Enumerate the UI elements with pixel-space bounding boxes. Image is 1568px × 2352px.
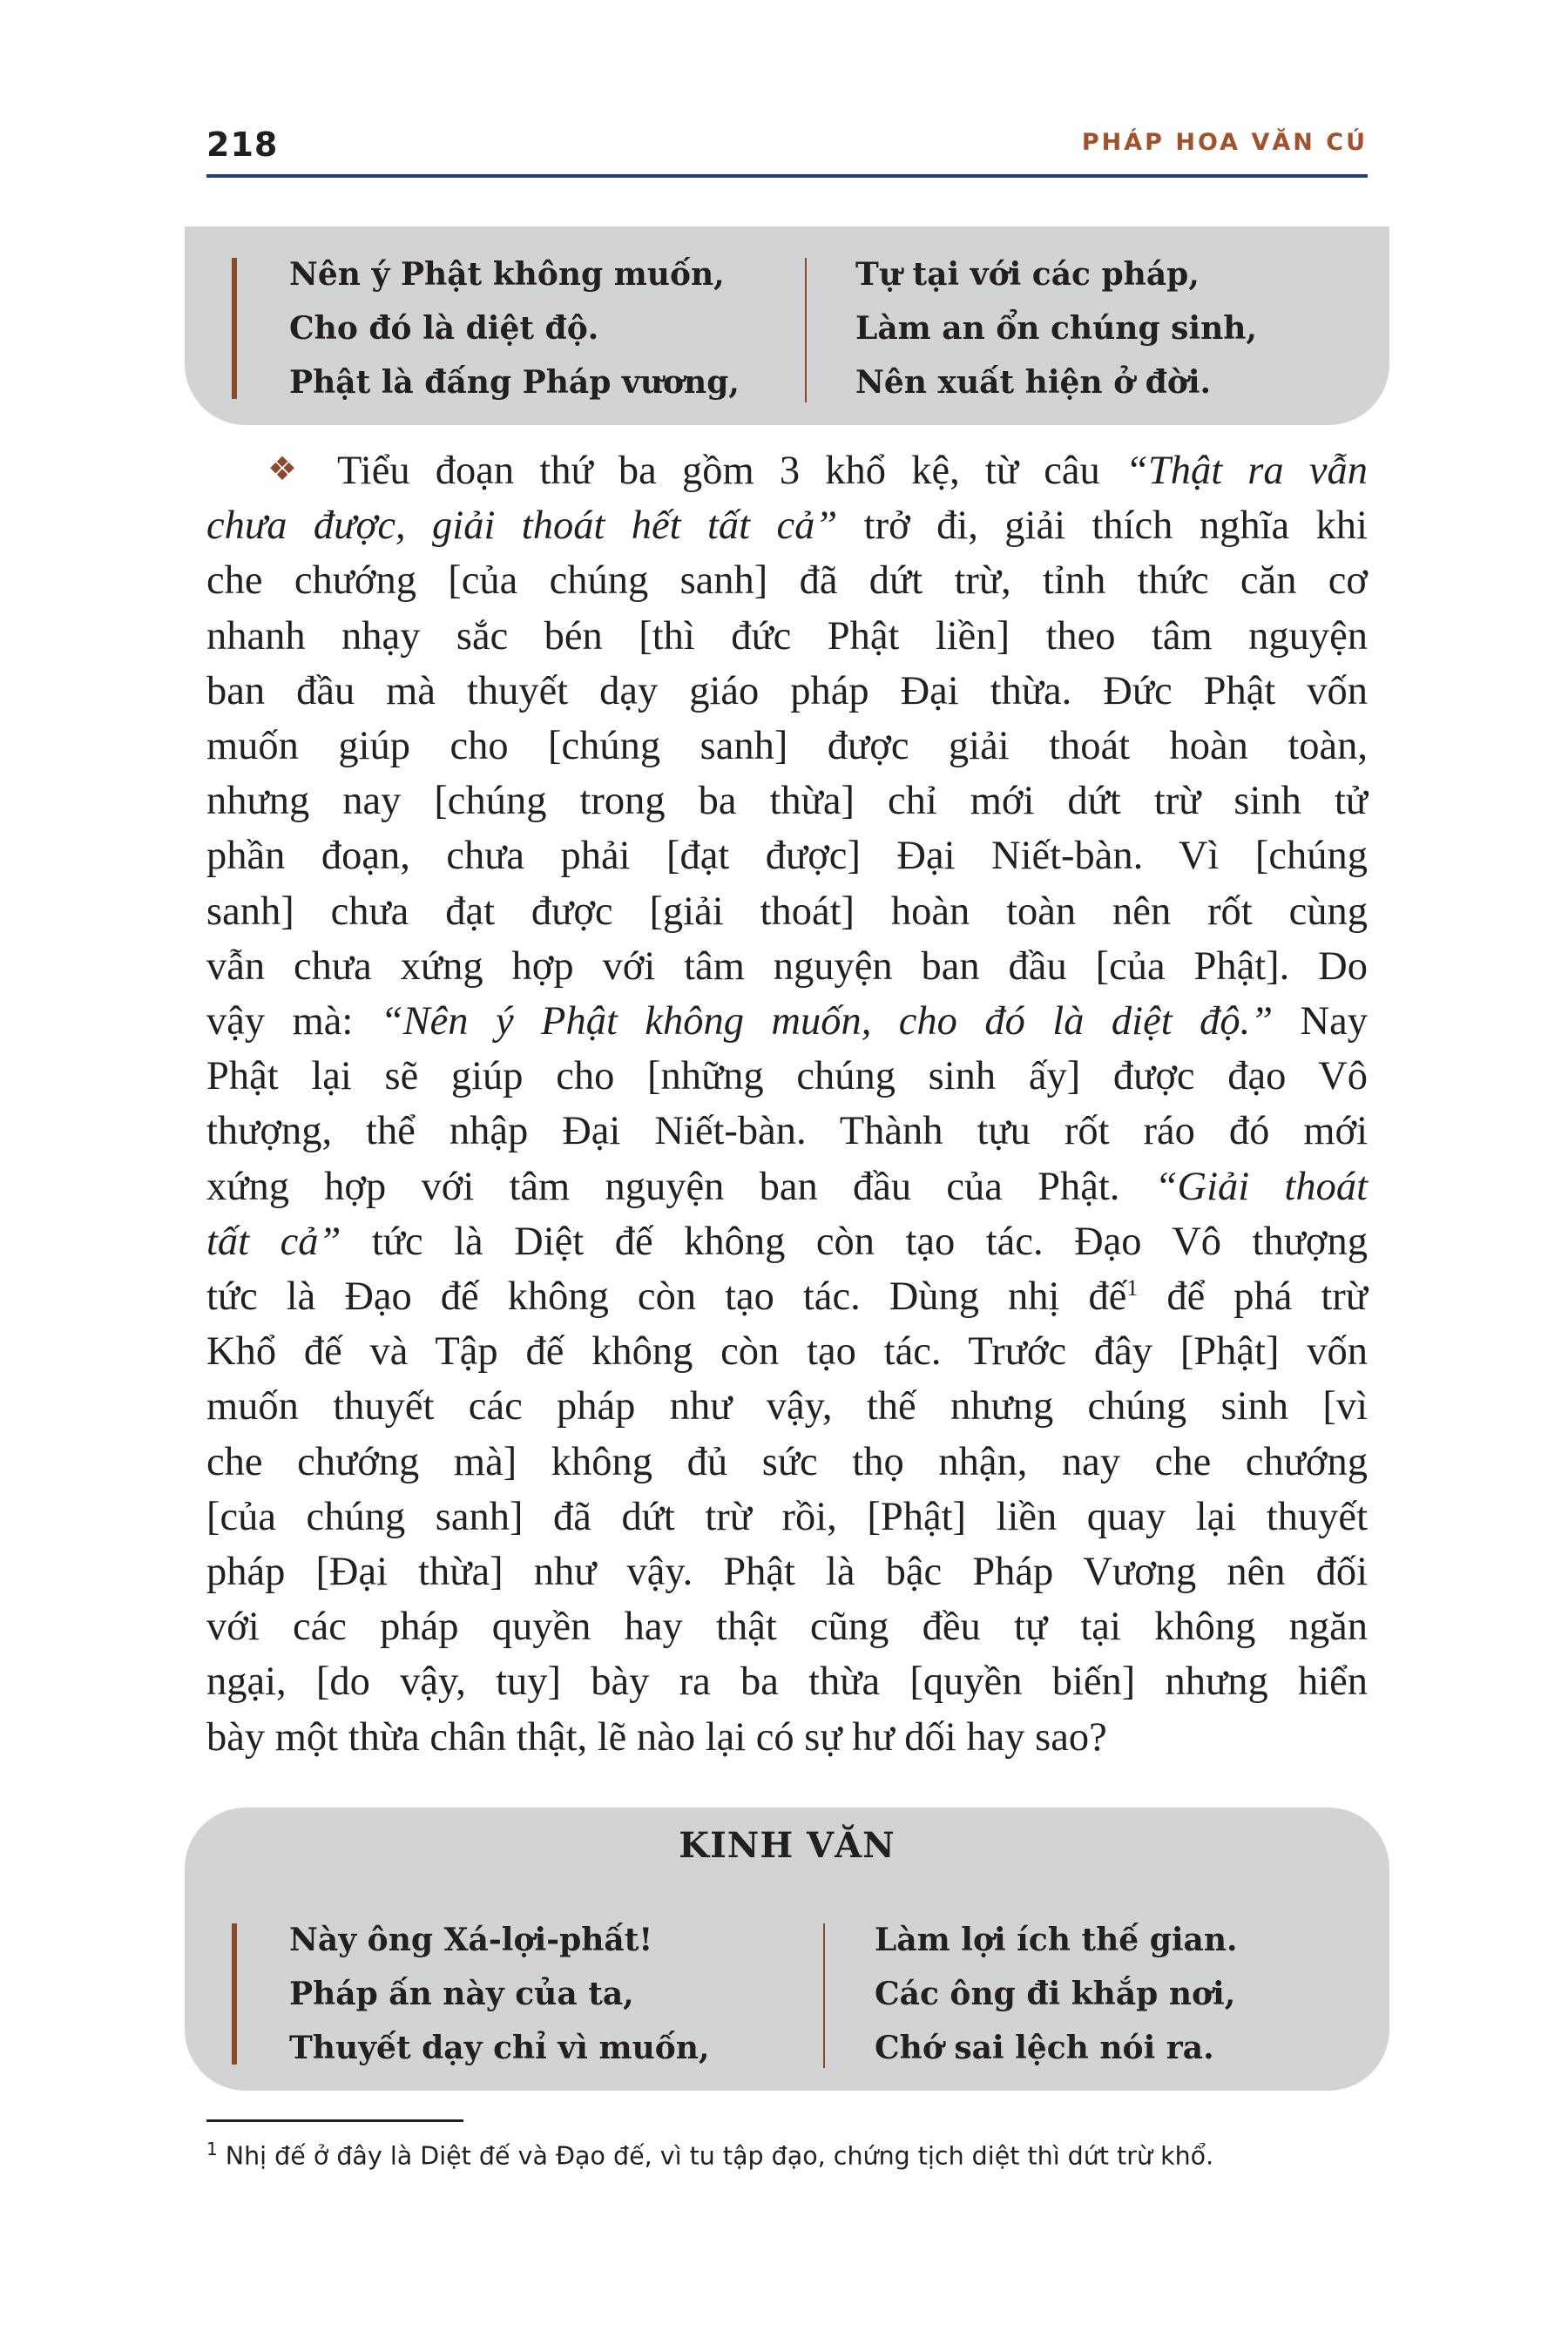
verse-line: Thuyết dạy chỉ vì muốn, — [289, 2030, 710, 2066]
verse-line: Làm an ổn chúng sinh, — [855, 310, 1257, 347]
verse-bottom-left-column — [289, 1913, 709, 2075]
text-line: vẫn chưa xứng hợp với tâm nguyện ban đầu [của Phật]. Do — [206, 943, 1368, 989]
text-line: bày một thừa chân thật, lẽ nào lại có sự hư dối hay sao? — [206, 1714, 1107, 1760]
footnote-marker: 1 — [206, 2139, 218, 2159]
footnote-text: Nhị đế ở đây là Diệt đế và Đạo đế, vì tu tập đạo, chứng tịch diệt thì dứt trừ khổ. — [217, 2141, 1214, 2171]
text-line: thượng, thể nhập Đại Niết-bàn. Thành tựu rốt ráo đó mới — [206, 1109, 1368, 1154]
footnote-rule — [206, 2119, 463, 2122]
text-line: Phật lại sẽ giúp cho [những chúng sinh ấy] được đạo Vô — [206, 1054, 1368, 1099]
header-rule — [206, 174, 1368, 178]
verse-separator — [823, 1923, 825, 2068]
text-line: ❖ Tiểu đoạn thứ ba gồm 3 khổ kệ, từ câu “Thật ra vẫn — [267, 449, 1368, 493]
text-line: tức là Đạo đế không còn tạo tác. Dùng nhị đế$^1$ để phá trừ — [206, 1274, 1368, 1320]
verse-bottom-right-column — [875, 1913, 1238, 2075]
verse-line: Nên xuất hiện ở đời. — [855, 364, 1212, 401]
text-line: pháp [Đại thừa] như vậy. Phật là bậc Pháp Vương nên đối — [206, 1550, 1368, 1595]
text-line: che chướng mà] không đủ sức thọ nhận, nay che chướng — [206, 1439, 1368, 1484]
text-line: với các pháp quyền hay thật cũng đều tự tại không ngăn — [206, 1605, 1368, 1650]
text-line: [của chúng sanh] đã dứt trừ rồi, [Phật] liền quay lại thuyết — [206, 1494, 1368, 1539]
footnote — [206, 2132, 1374, 2174]
verse-box-top — [185, 226, 1389, 425]
verse-line: Này ông Xá-lợi-phất! — [289, 1922, 653, 1958]
text-line: nhanh nhạy sắc bén [thì đức Phật liền] theo tâm nguyện — [206, 613, 1368, 659]
text-line: vậy mà: “Nên ý Phật không muốn, cho đó là diệt độ.” Nay — [206, 999, 1368, 1044]
verse-line: Cho đó là diệt độ. — [289, 310, 599, 347]
section-heading: KINH VĂN — [679, 1825, 896, 1866]
text-line: muốn giúp cho [chúng sanh] được giải thoát hoàn toàn, — [206, 724, 1368, 769]
verse-left-bar — [232, 1923, 237, 2065]
text-line: sanh] chưa đạt được [giải thoát] hoàn toàn nên rốt cùng — [206, 889, 1368, 934]
page-header — [206, 122, 1368, 178]
text-line: tất cả” tức là Diệt đế không còn tạo tác. Đạo Vô thượng — [206, 1219, 1368, 1264]
text-line: nhưng nay [chúng trong ba thừa] chỉ mới dứt trừ sinh tử — [206, 779, 1368, 824]
text-line: muốn thuyết các pháp như vậy, thế nhưng chúng sinh [vì — [206, 1384, 1368, 1429]
verse-line: Các ông đi khắp nơi, — [875, 1976, 1236, 2012]
verse-line: Nên ý Phật không muốn, — [289, 256, 725, 293]
verse-line: Tự tại với các pháp, — [855, 256, 1200, 293]
verse-line: Pháp ấn này của ta, — [289, 1976, 634, 2012]
footnote-reference: 1 — [1126, 1275, 1139, 1301]
diamond-bullet-icon: ❖ — [267, 451, 313, 488]
text-line: xứng hợp với tâm nguyện ban đầu của Phật. “Giải thoát — [206, 1164, 1368, 1209]
text-line: phần đoạn, chưa phải [đạt được] Đại Niết-bàn. Vì [chúng — [206, 834, 1368, 879]
verse-box-bottom — [185, 1808, 1389, 2091]
verse-left-bar — [232, 258, 237, 399]
verse-top-right-column — [855, 247, 1257, 409]
verse-line: Phật là đấng Pháp vương, — [289, 364, 740, 401]
text-line: chưa được, giải thoát hết tất cả” trở đi, giải thích nghĩa khi — [206, 504, 1368, 549]
text-line: Khổ đế và Tập đế không còn tạo tác. Trước đây [Phật] vốn — [206, 1329, 1368, 1375]
text-line: che chướng [của chúng sanh] đã dứt trừ, tỉnh thức căn cơ — [206, 558, 1368, 604]
verse-separator — [805, 258, 807, 402]
running-title: PHÁP HOA VĂN CÚ — [1081, 129, 1368, 156]
verse-line: Làm lợi ích thế gian. — [875, 1922, 1238, 1958]
text-line: ban đầu mà thuyết dạy giáo pháp Đại thừa. Đức Phật vốn — [206, 668, 1368, 713]
verse-top-left-column — [289, 247, 740, 409]
verse-line: Chớ sai lệch nói ra. — [875, 2030, 1214, 2066]
commentary-text — [206, 443, 1368, 1765]
page-number: 218 — [206, 125, 279, 164]
text-line: ngại, [do vậy, tuy] bày ra ba thừa [quyền biến] nhưng hiển — [206, 1659, 1368, 1705]
